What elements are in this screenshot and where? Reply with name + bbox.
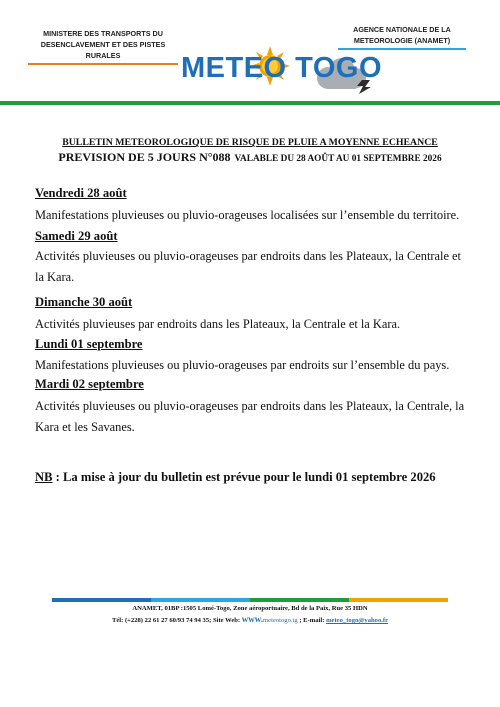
validity-period: VALABLE DU 28 AOÛT AU 01 SEPTEMBRE 2026 — [234, 154, 442, 164]
footer-tel: Tél: (+228) 22 61 27 60/93 74 94 35; Site Web: — [111, 617, 242, 624]
footer-contact — [0, 614, 500, 624]
footer-bar-segment — [52, 598, 151, 602]
day-heading: Lundi 01 septembre — [35, 337, 143, 351]
ministry-block — [28, 28, 178, 65]
day-heading: Vendredi 28 août — [35, 186, 127, 200]
footer-bar-segment — [250, 598, 349, 602]
day-forecast: Activités pluvieuses ou pluvio-orageuses par endroits dans les Plateaux, la Centrale et la Kara. — [35, 249, 461, 284]
agency-line2: METEOROLOGIE (ANAMET) — [353, 36, 451, 45]
footer-color-bar — [52, 598, 448, 602]
footer-address: ANAMET, 01BP :1505 Lomé-Togo, Zone aéroportuaire, Bd de la Paix, Rue 35 HDN — [132, 605, 368, 612]
website-domain: meteotogo.tg — [263, 617, 298, 624]
email-label: ; E-mail: — [297, 617, 327, 624]
website-link[interactable] — [241, 614, 298, 624]
footer-bar-segment — [349, 598, 448, 602]
forecast-number: PREVISION DE 5 JOURS N°088 — [58, 150, 231, 164]
website-www: www. — [241, 614, 264, 624]
agency-line1: AGENCE NATIONALE DE LA — [353, 25, 451, 34]
day-forecast: Manifestations pluvieuses ou pluvio-orageuses par endroits sur l’ensemble du pays. — [35, 358, 450, 372]
day-heading: Dimanche 30 août — [35, 295, 133, 309]
email-link[interactable]: meteo_togo@yahoo.fr — [326, 617, 389, 624]
bulletin-subtitle — [30, 149, 470, 167]
meteo-togo-logo — [175, 38, 383, 94]
day-forecast: Activités pluvieuses ou pluvio-orageuses par endroits dans les Plateaux, la Centrale, la Kara et les Savanes. — [35, 399, 465, 434]
logo-text: METEO TOGO — [181, 52, 383, 84]
update-note — [35, 470, 436, 485]
bulletin-title: BULLETIN METEOROLOGIQUE DE RISQUE DE PLUIE A MOYENNE ECHEANCE — [62, 137, 438, 148]
footer-bar-segment — [151, 598, 250, 602]
day-heading: Mardi 02 septembre — [35, 377, 144, 391]
day-forecast: Manifestations pluvieuses ou pluvio-orageuses localisées sur l’ensemble du territoire. — [35, 208, 460, 222]
ministry-line2: DESENCLAVEMENT ET DES PISTES RURALES — [40, 40, 166, 60]
day-heading: Samedi 29 août — [35, 229, 118, 243]
nb-text: : La mise à jour du bulletin est prévue pour le lundi 01 septembre 2026 — [52, 470, 436, 484]
ministry-underline — [28, 63, 178, 65]
nb-label: NB — [35, 470, 53, 484]
bulletin-titles — [30, 137, 470, 167]
ministry-line1: MINISTERE DES TRANSPORTS DU — [43, 29, 163, 38]
header-divider — [0, 101, 500, 105]
day-forecast: Activités pluvieuses par endroits dans les Plateaux, la Centrale et la Kara. — [35, 317, 401, 331]
